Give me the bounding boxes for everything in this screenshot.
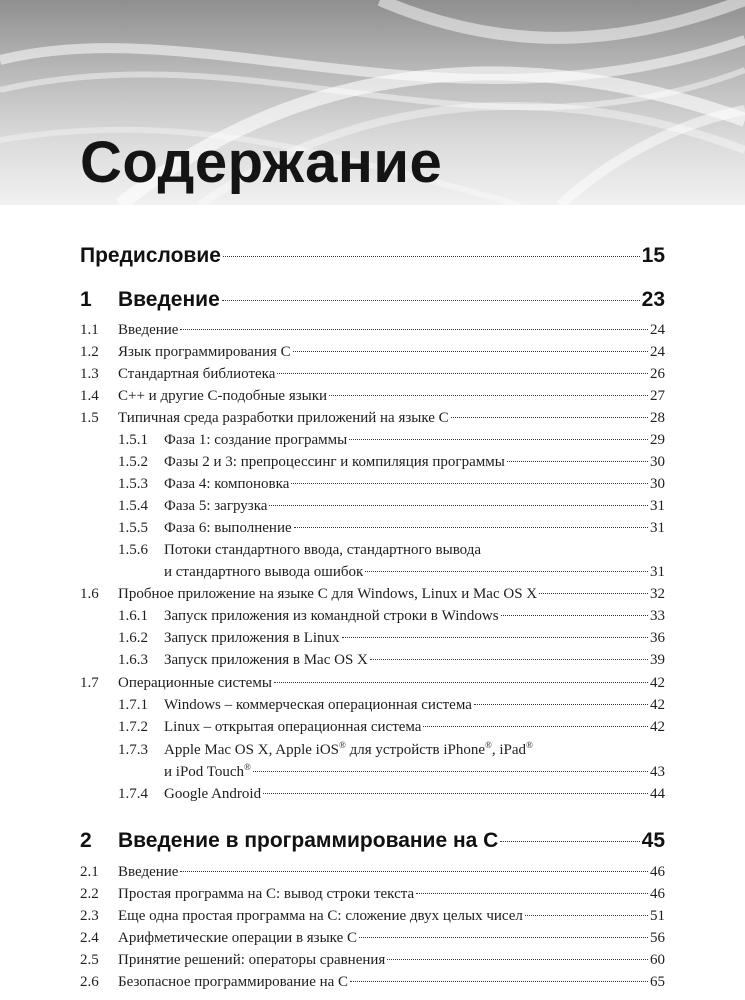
toc-subsection-1-6-3[interactable] [80,652,665,674]
toc-entry-title-line2: и стандартного вывода ошибок [164,564,364,580]
toc-entry-title: Язык программирования C [118,344,291,360]
toc-section-number: 1.3 [80,366,99,382]
toc-section-2-4[interactable] [80,930,665,952]
toc-section-2-2[interactable] [80,886,665,908]
toc-entry-title: Запуск приложения в Linux [164,630,340,646]
toc-entry-title: Windows – коммерческая операционная система [164,697,472,713]
toc-subsection-number: 1.6.3 [118,652,148,668]
toc-entry-title: Фаза 6: выполнение [164,520,292,536]
toc-page-number: 46 [650,864,665,880]
toc-section-1-4[interactable] [80,388,665,410]
toc-chapter-number: 1 [80,288,92,311]
dot-leader [291,483,648,484]
toc-page-number: 30 [650,454,665,470]
toc-entry-title: Предисловие [80,244,221,267]
toc-section-2-5[interactable] [80,952,665,974]
toc-page-number: 15 [641,244,665,267]
dot-leader [370,659,648,660]
dot-leader [507,461,648,462]
toc-entry-title: Введение [118,322,179,338]
dot-leader [365,571,648,572]
toc-subsection-1-7-3-continued[interactable] [80,764,665,786]
toc-entry-title: Фаза 1: создание программы [164,432,348,448]
toc-entry-title: Принятие решений: операторы сравнения [118,952,386,968]
toc-entry-title: Фаза 5: загрузка [164,498,268,514]
toc-entry-title: Арифметические операции в языке C [118,930,358,946]
toc-section-number: 1.1 [80,322,99,338]
toc-subsection-1-7-4[interactable] [80,786,665,808]
dot-leader [294,527,648,528]
toc-chapter-1[interactable] [80,288,665,318]
toc-page-number: 23 [641,288,665,311]
dot-leader [474,704,648,705]
toc-subsection-1-6-1[interactable] [80,608,665,630]
dot-leader [274,682,648,683]
dot-leader [539,593,648,594]
toc-entry-title: Введение [118,288,220,311]
dot-leader [222,300,640,301]
toc-entry-title: Еще одна простая программа на C: сложение двух целых чисел [118,908,523,924]
toc-entry-title: Фаза 4: компоновка [164,476,290,492]
toc-page-number: 26 [650,366,665,382]
dot-leader [277,373,648,374]
toc-section-number: 1.6 [80,586,99,602]
toc-section-1-2[interactable] [80,344,665,366]
toc-entry-title: Запуск приложения из командной строки в Windows [164,608,499,624]
toc-subsection-1-7-2[interactable] [80,719,665,741]
toc-subsection-1-7-1[interactable] [80,697,665,719]
toc-entry-title: Простая программа на C: вывод строки текста [118,886,415,902]
dot-leader [501,615,648,616]
toc-section-1-3[interactable] [80,366,665,388]
toc-page-number: 46 [650,886,665,902]
toc-page-number: 42 [650,719,665,735]
page-title: Содержание [80,130,443,195]
toc-entry-title: Безопасное программирование на C [118,974,349,990]
toc-page-number: 24 [650,344,665,360]
toc-page-number: 43 [650,764,665,780]
toc-entry-title: Стандартная библиотека [118,366,276,382]
toc-section-number: 2.5 [80,952,99,968]
toc-page-number: 33 [650,608,665,624]
toc-page-number: 39 [650,652,665,668]
toc-page-number: 29 [650,432,665,448]
toc-subsection-1-5-2[interactable] [80,454,665,476]
toc-page-number: 27 [650,388,665,404]
dot-leader [329,395,648,396]
toc-subsection-number: 1.5.2 [118,454,148,470]
toc-subsection-number: 1.7.2 [118,719,148,735]
toc-entry-title: Google Android [164,786,262,802]
dot-leader [387,959,648,960]
toc-section-number: 2.3 [80,908,99,924]
toc-page-number: 42 [650,697,665,713]
toc-subsection-number: 1.5.5 [118,520,148,536]
toc-page-number: 31 [650,498,665,514]
dot-leader [525,915,648,916]
toc-page-number: 45 [641,829,665,852]
toc-page-number: 31 [650,564,665,580]
toc-section-number: 1.5 [80,410,99,426]
dot-leader [416,893,648,894]
toc-subsection-1-6-2[interactable] [80,630,665,652]
toc-subsection-1-5-4[interactable] [80,498,665,520]
dot-leader [180,871,648,872]
toc-page-number: 30 [650,476,665,492]
toc-page-number: 31 [650,520,665,536]
toc-entry-title-line1: Потоки стандартного ввода, стандартного вывода [164,542,482,558]
dot-leader [223,256,640,257]
toc-subsection-number: 1.7.1 [118,697,148,713]
toc-section-number: 2.4 [80,930,99,946]
toc-page-number: 36 [650,630,665,646]
toc-section-1-5[interactable] [80,410,665,432]
toc-chapter-number: 2 [80,829,92,852]
toc-subsection-number: 1.6.1 [118,608,148,624]
dot-leader [500,841,639,842]
dot-leader [349,439,648,440]
dot-leader [263,793,648,794]
toc-subsection-number: 1.7.3 [118,742,148,758]
toc-page-number: 56 [650,930,665,946]
toc-section-number: 1.4 [80,388,99,404]
toc-section-number: 2.1 [80,864,99,880]
toc-section-number: 2.2 [80,886,99,902]
dot-leader [180,329,648,330]
toc-section-1-7[interactable] [80,675,665,697]
toc-section-number: 2.6 [80,974,99,990]
dot-leader [269,505,648,506]
dot-leader [423,726,648,727]
toc-subsection-1-5-5[interactable] [80,520,665,542]
header-banner [0,0,745,205]
toc-entry-title-line1: Apple Mac OS X, Apple iOS® для устройств iPhone®, iPad® [164,740,533,758]
toc-page-number: 42 [650,675,665,691]
toc-subsection-1-5-6-continued[interactable] [80,564,665,586]
toc-subsection-number: 1.5.4 [118,498,148,514]
toc-section-number: 1.7 [80,675,99,691]
dot-leader [359,937,648,938]
toc-section-2-1[interactable] [80,864,665,886]
toc-page-number: 44 [650,786,665,802]
toc-section-number: 1.2 [80,344,99,360]
toc-entry-title: Операционные системы [118,675,272,691]
toc-entry-title: Пробное приложение на языке C для Windows, Linux и Mac OS X [118,586,538,602]
toc-entry-title: Запуск приложения в Mac OS X [164,652,368,668]
toc-preface[interactable] [80,244,665,274]
toc-page-number: 24 [650,322,665,338]
toc-entry-title: Введение [118,864,179,880]
toc-entry-title: Введение в программирование на C [118,829,499,852]
toc-subsection-1-7-3[interactable] [80,742,665,764]
toc-section-1-1[interactable] [80,322,665,344]
toc-section-2-3[interactable] [80,908,665,930]
toc-subsection-1-5-3[interactable] [80,476,665,498]
toc-subsection-number: 1.6.2 [118,630,148,646]
toc-page-number: 32 [650,586,665,602]
toc-subsection-number: 1.7.4 [118,786,148,802]
toc-chapter-2[interactable] [80,829,665,859]
toc-page-number: 28 [650,410,665,426]
toc-section-2-6[interactable] [80,974,665,996]
dot-leader [350,981,648,982]
dot-leader [293,351,648,352]
toc-page-number: 65 [650,974,665,990]
toc-entry-title: Фазы 2 и 3: препроцессинг и компиляция программы [164,454,505,470]
dot-leader [253,771,648,772]
toc-entry-title-line2: и iPod Touch® [164,762,251,780]
toc-subsection-number: 1.5.1 [118,432,148,448]
toc-entry-title: Linux – открытая операционная система [164,719,422,735]
toc-page-number: 51 [650,908,665,924]
toc-subsection-number: 1.5.3 [118,476,148,492]
toc-entry-title: Типичная среда разработки приложений на языке C [118,410,449,426]
toc-entry-title: C++ и другие C-подобные языки [118,388,328,404]
toc-subsection-number: 1.5.6 [118,542,148,558]
dot-leader [451,417,648,418]
toc-page-number: 60 [650,952,665,968]
toc-subsection-1-5-1[interactable] [80,432,665,454]
dot-leader [342,637,648,638]
toc-subsection-1-5-6[interactable] [80,542,665,564]
toc-section-1-6[interactable] [80,586,665,608]
